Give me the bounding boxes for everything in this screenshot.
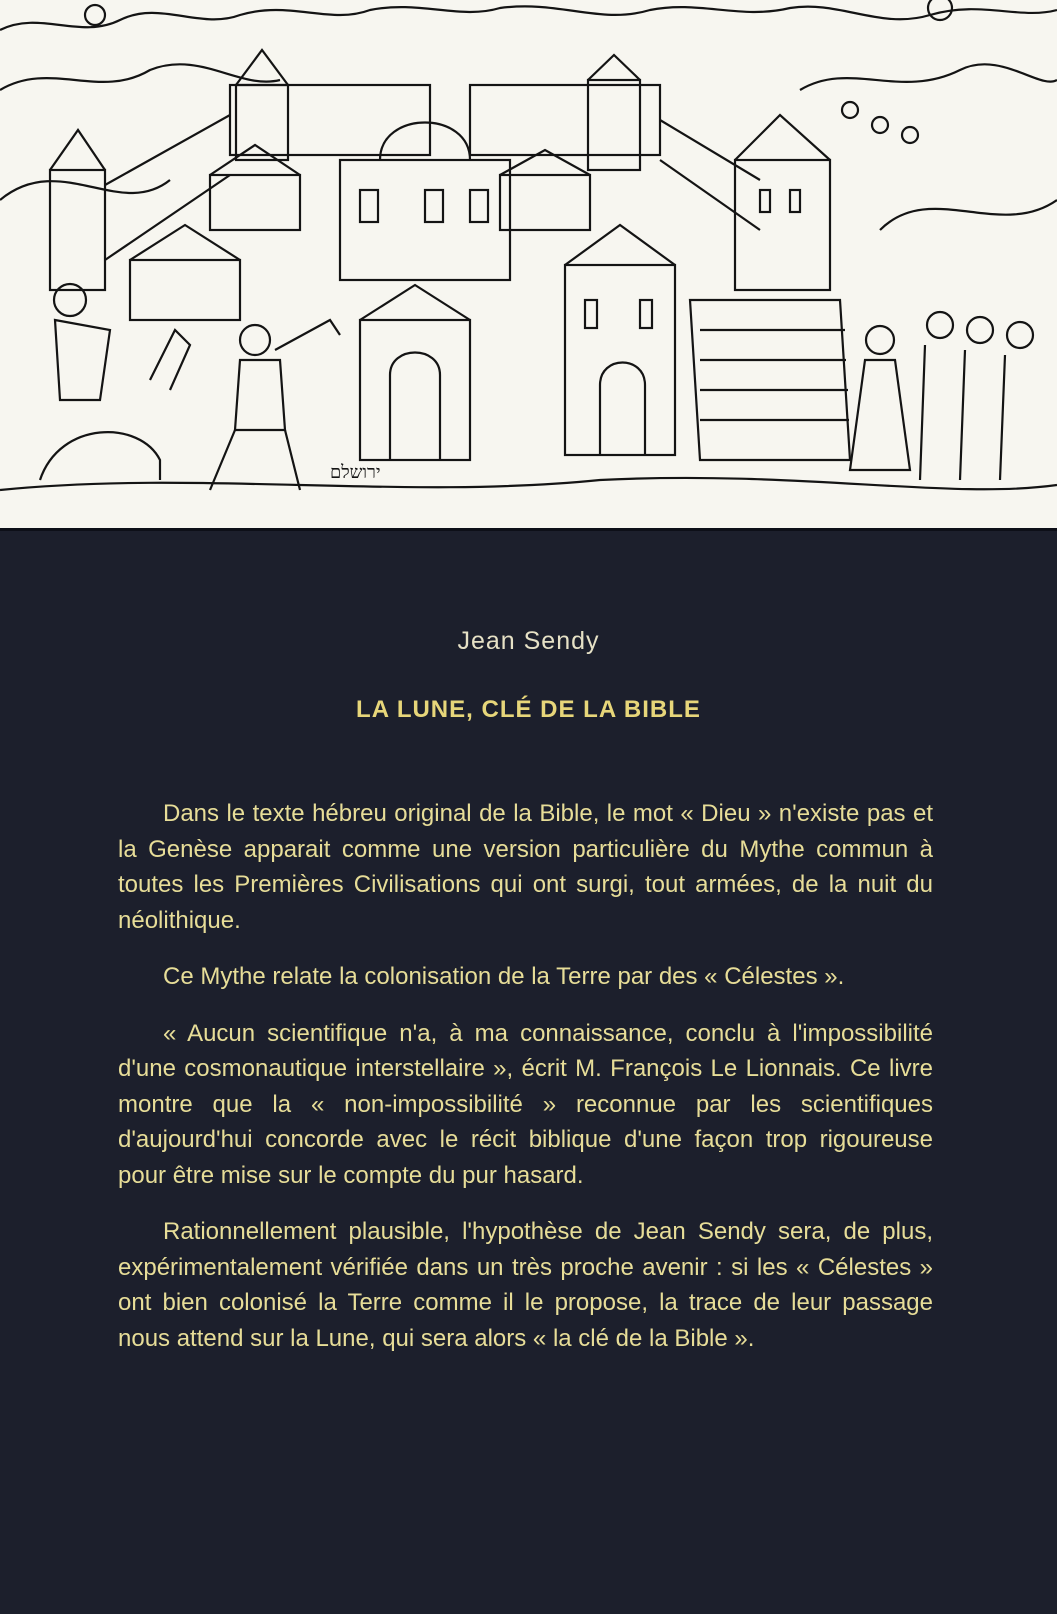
blurb-text <box>118 796 933 1377</box>
author-name: Jean Sendy <box>457 627 600 655</box>
city-engraving <box>0 0 1057 530</box>
woodcut-illustration <box>0 0 1057 530</box>
blurb-paragraph: Dans le texte hébreu original de la Bible, le mot « Dieu » n'existe pas et la Genèse apparait comme une version particulière du Mythe commun à toutes les Premières Civilisations qui ont surgi, tout armées, de la nuit du néolithique. <box>118 800 933 934</box>
blurb-paragraph: « Aucun scientifique n'a, à ma connaissance, conclu à l'impossibilité d'une cosmonautique interstellaire », écrit M. François Le Lionnais. Ce livre montre que la « non-impossibilité » reconnue par les scientifiques d'aujourd'hui concorde avec le récit biblique d'une façon trop rigoureuse pour être mise sur le compte du pur hasard. <box>118 1019 933 1189</box>
book-title: LA LUNE, CLÉ DE LA BIBLE <box>356 696 701 723</box>
hebrew-inscription: ירושלם <box>330 462 381 483</box>
blurb-paragraph: Rationnellement plausible, l'hypothèse de Jean Sendy sera, de plus, expérimentalement vérifiée dans un très proche avenir : si les « Célestes » ont bien colonisé la Terre comme il le propose, la trace de leur passage nous attend sur la Lune, qui sera alors « la clé de la Bible ». <box>118 1218 933 1352</box>
blurb-panel <box>0 528 1057 1614</box>
blurb-paragraph: Ce Mythe relate la colonisation de la Terre par des « Célestes ». <box>163 963 845 990</box>
